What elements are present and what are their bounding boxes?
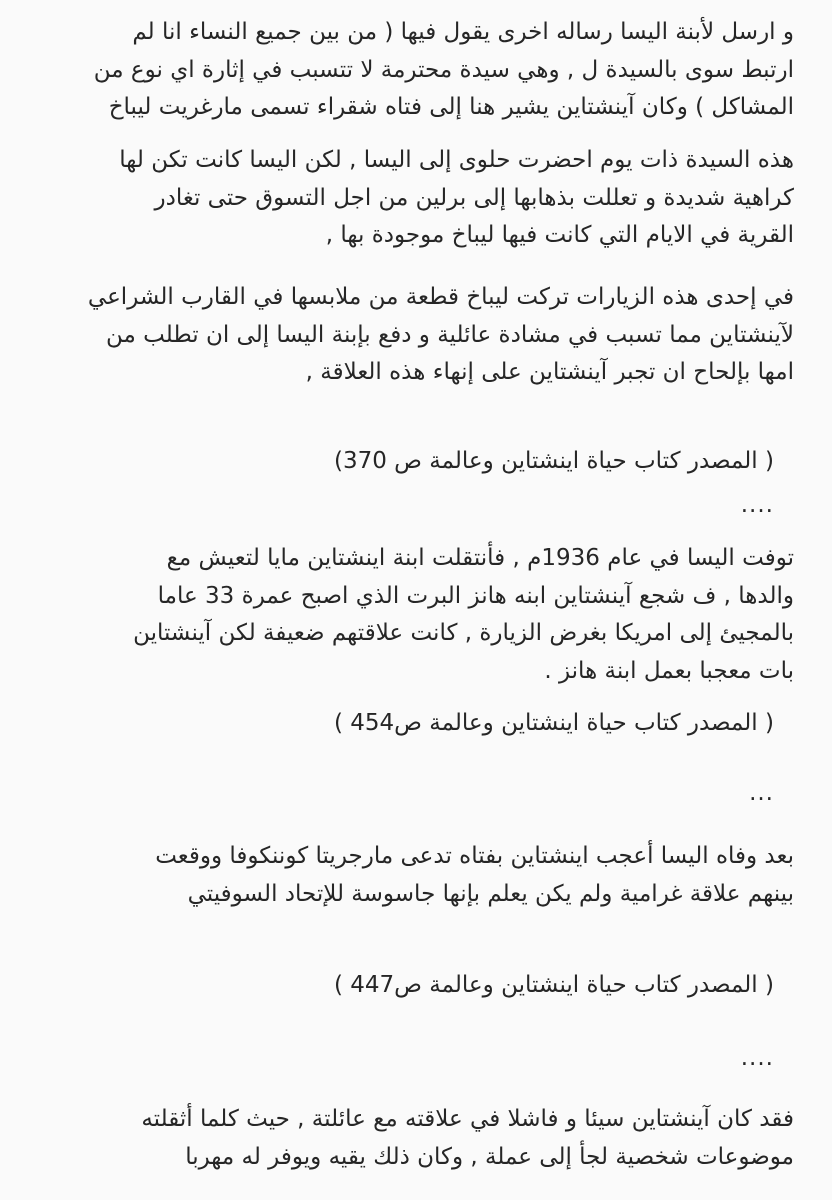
- text-line: في إحدى هذه الزيارات تركت ليباخ قطعة من ملابسها في القارب الشراعي: [87, 284, 794, 310]
- separator-dots: ....: [740, 492, 774, 518]
- text-line: هذه السيدة ذات يوم احضرت حلوى إلى اليسا , لكن اليسا كانت تكن لها: [119, 147, 794, 173]
- text-line: كراهية شديدة و تعللت بذهابها إلى برلين من اجل التسوق حتى تغادر: [154, 184, 794, 211]
- text-line: والدها , ف شجع آينشتاين ابنه هانز البرت الذي اصبح عمرة 33 عاما: [157, 582, 794, 609]
- separator-dots: ...: [749, 780, 774, 806]
- paragraph-konenkova: [62, 838, 794, 913]
- text-line: لآينشتاين مما تسبب في مشادة عائلية و دفع بإبنة اليسا إلى ان تطلب من: [106, 321, 794, 348]
- text-line: فقد كان آينشتاين سيئا و فاشلا في علاقته مع عائلتة , حيث كلما أثقلته: [141, 1106, 794, 1132]
- text-line: توفت اليسا في عام 1936م , فأنتقلت ابنة اينشتاين مايا لتعيش مع: [166, 545, 794, 571]
- text-line: القرية في الايام التي كانت فيها ليباخ موجودة بها ,: [325, 222, 794, 248]
- text-line: المشاكل ) وكان آينشتاين يشير هنا إلى فتاه شقراء تسمى مارغريت ليباخ: [108, 94, 794, 120]
- paragraph-family: [62, 1101, 794, 1176]
- paragraph-letter: [62, 14, 794, 127]
- source-citation: ( المصدر كتاب حياة اينشتاين وعالمة ص454 ): [333, 710, 774, 736]
- text-line: موضوعات شخصية لجأ إلى عملة , وكان ذلك يقيه ويوفر له مهربا: [185, 1143, 794, 1170]
- source-citation: ( المصدر كتاب حياة اينشتاين وعالمة ص447 ): [333, 972, 774, 998]
- text-line: بعد وفاه اليسا أعجب اينشتاين بفتاه تدعى مارجريتا كوننكوفا ووقعت: [155, 843, 794, 869]
- source-citation: ( المصدر كتاب حياة اينشتاين وعالمة ص 370): [333, 448, 774, 474]
- text-line: بينهم علاقة غرامية ولم يكن يعلم بإنها جاسوسة للإتحاد السوفيتي: [187, 880, 794, 907]
- text-line: امها بإلحاح ان تجبر آينشتاين على إنهاء هذه العلاقة ,: [305, 359, 794, 385]
- text-line: بالمجيئ إلى امريكا بغرض الزيارة , كانت علاقتهم ضعيفة لكن آينشتاين: [133, 620, 794, 646]
- separator-dots: ....: [740, 1045, 774, 1071]
- paragraph-boat: [62, 279, 794, 392]
- paragraph-sweets: [62, 142, 794, 255]
- paragraph-death-elsa: [62, 540, 794, 690]
- text-line: و ارسل لأبنة اليسا رساله اخرى يقول فيها ( من بين جميع النساء انا لم: [132, 19, 794, 45]
- text-line: بات معجبا بعمل ابنة هانز .: [544, 657, 794, 684]
- text-line: ارتبط سوى بالسيدة ل , وهي سيدة محترمة لا تتسبب في إثارة اي نوع من: [93, 56, 794, 83]
